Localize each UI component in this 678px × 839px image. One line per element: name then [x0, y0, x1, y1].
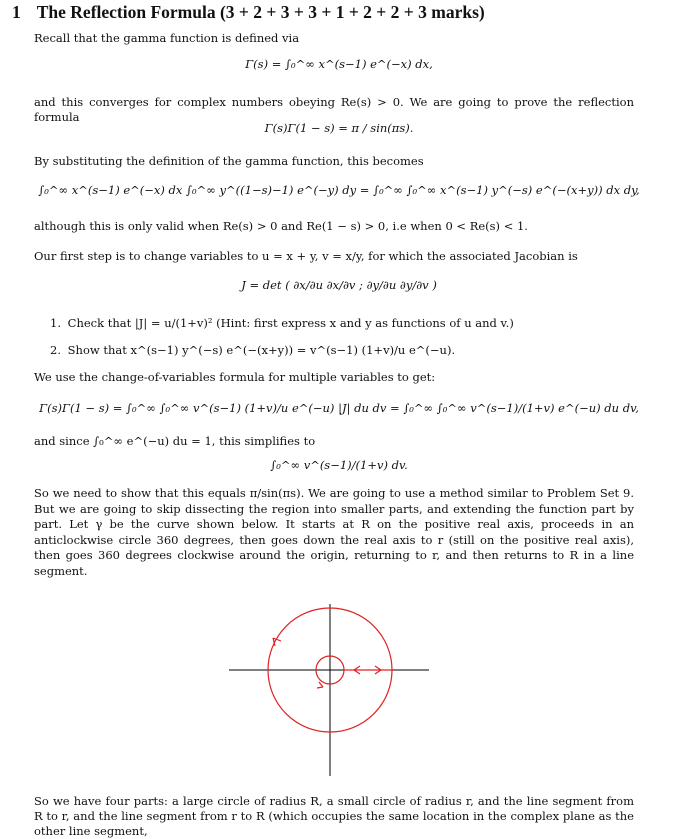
paragraph-gamma-intro: Recall that the gamma function is defined via — [34, 31, 300, 45]
section-title: The Reflection Formula (3 + 2 + 3 + 3 + 1 + 2 + 2 + 3 marks) — [36, 2, 485, 22]
paragraph-validity: although this is only valid when Re(s) > 0 and Re(1 − s) > 0, i.e when 0 < Re(s) < 1. — [34, 219, 528, 233]
paragraph-four-parts: So we have four parts: a large circle of radius R, a small circle of radius r, and the line segment from R to r, and the line segment from r to R (which occupies the same location in the complex plane as the other line segment, — [34, 794, 634, 838]
paragraph-reflection-intro: and this converges for complex numbers obeying Re(s) > 0. We are going to prove the reflection formula — [34, 95, 634, 124]
paragraph-change-variables: Our first step is to change variables to u = x + y, v = x/y, for which the associated Jacobian is — [34, 249, 578, 263]
paragraph-simplifies: and since ∫₀^∞ e^(−u) du = 1, this simplifies to — [34, 434, 316, 448]
equation-product-integral: ∫₀^∞ x^(s−1) e^(−x) dx ∫₀^∞ y^((1−s)−1) e^(−y) dy = ∫₀^∞ ∫₀^∞ x^(s−1) y^(−s) e^(−(x+y)) dx dy, — [38, 183, 640, 197]
list-item-show-identity — [50, 343, 650, 358]
equation-reflection-formula: Γ(s)Γ(1 − s) = π / sin(πs). — [264, 121, 414, 135]
paragraph-substitution: By substituting the definition of the gamma function, this becomes — [34, 154, 424, 168]
paragraph-multivariable: We use the change-of-variables formula for multiple variables to get: — [34, 370, 436, 384]
list-item-check-jacobian — [50, 316, 650, 331]
list-item-number: 2. — [50, 343, 61, 357]
list-item-number: 1. — [50, 316, 61, 330]
list-item-text: Show that x^(s−1) y^(−s) e^(−(x+y)) = v^(s−1) (1+v)/u e^(−u). — [67, 343, 456, 357]
equation-change-of-variables: Γ(s)Γ(1 − s) = ∫₀^∞ ∫₀^∞ v^(s−1) (1+v)/u e^(−u) |J| du dv = ∫₀^∞ ∫₀^∞ v^(s−1)/(1+v) e^(−u) du dv, — [39, 401, 639, 415]
small-circle-direction-arrow — [317, 682, 323, 688]
large-circle-direction-arrow — [273, 638, 281, 646]
equation-jacobian: J = det ( ∂x/∂u ∂x/∂v ; ∂y/∂u ∂y/∂v ) — [241, 278, 437, 292]
equation-simplified: ∫₀^∞ v^(s−1)/(1+v) dv. — [270, 458, 408, 472]
contour-figure — [229, 604, 431, 776]
list-item-text: Check that |J| = u/(1+v)² (Hint: first express x and y as functions of u and v.) — [67, 316, 514, 330]
section-heading — [12, 2, 672, 22]
paragraph-contour-description: So we need to show that this equals π/sin(πs). We are going to use a method similar to Problem Set 9. But we are going to skip dissecting the region into smaller parts, and extending the function part by part. Let γ be the curve shown below. It starts at R on the positive real axis, proceeds in an anticlockwise circle 360 degrees, then goes down the real axis to r (still on the positive real axis), then goes 360 degrees clockwise around the origin, returning to r, and then returns to R in a line segment. — [34, 486, 634, 578]
equation-gamma-definition: Γ(s) = ∫₀^∞ x^(s−1) e^(−x) dx, — [245, 57, 433, 71]
section-number: 1 — [12, 2, 21, 22]
